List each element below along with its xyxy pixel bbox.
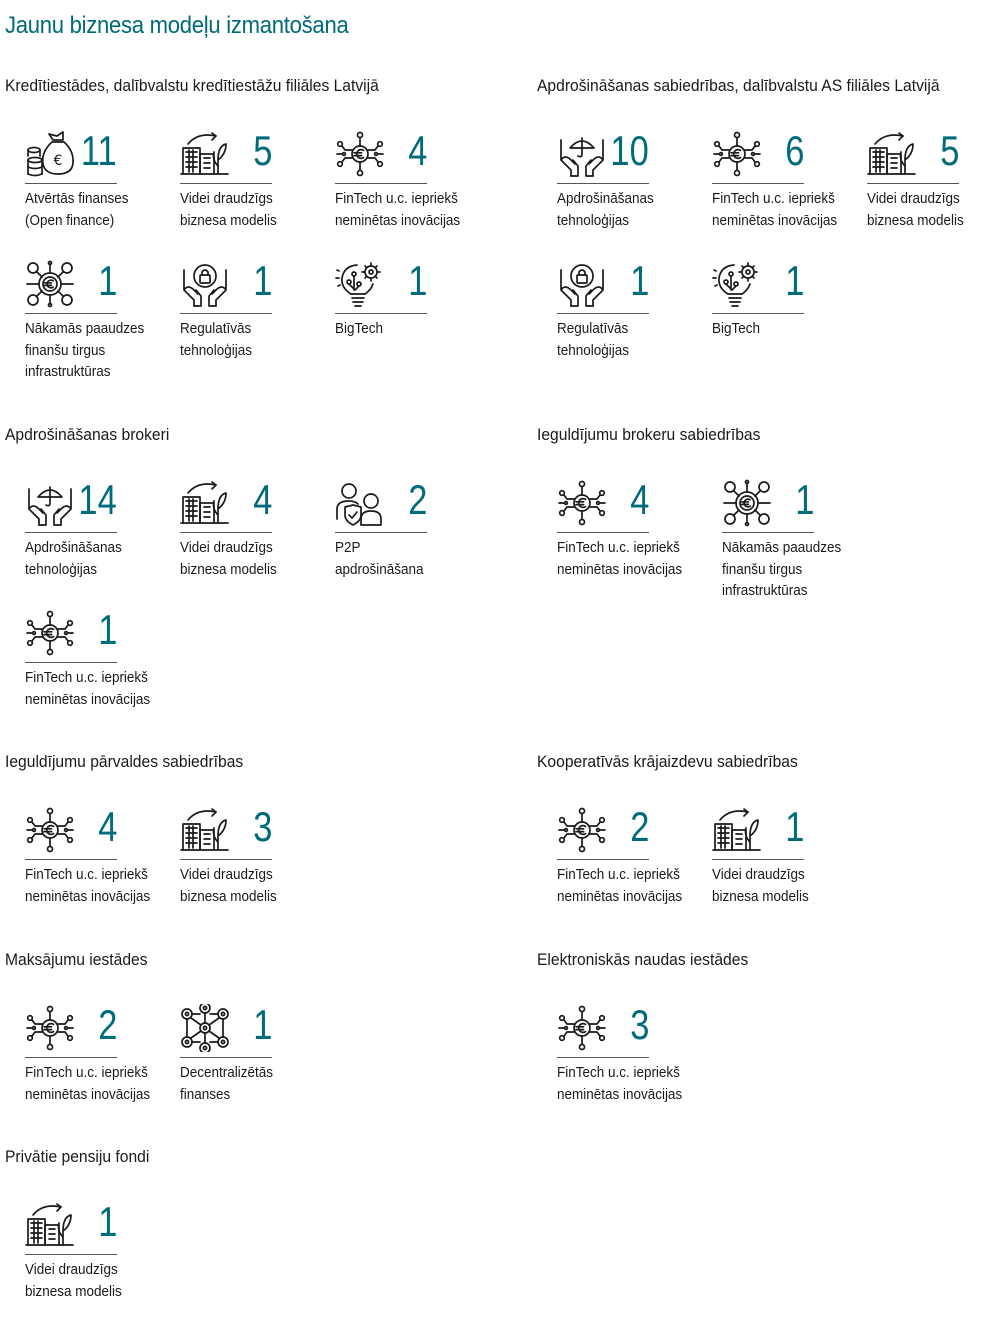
metric-label-line: biznesa modelis bbox=[712, 888, 809, 905]
metric-label-line: FinTech u.c. iepriekš bbox=[557, 867, 680, 883]
metric-label bbox=[712, 319, 852, 341]
metric-label-line: Videi draudzīgs bbox=[25, 1262, 118, 1278]
metric-label bbox=[25, 1260, 165, 1303]
metric-label-line: neminētas inovācijas bbox=[25, 888, 151, 905]
divider bbox=[25, 183, 117, 184]
metric-label-line: tehnoloģijas bbox=[557, 342, 629, 359]
metric-label-line: tehnoloģijas bbox=[557, 212, 629, 229]
metric-label bbox=[25, 189, 165, 232]
metric-value: 1 bbox=[784, 803, 804, 850]
section-title: Ieguldījumu pārvaldes sabiedrības bbox=[5, 752, 244, 771]
metric-label bbox=[335, 189, 475, 232]
decentralized-network-icon bbox=[180, 1004, 230, 1052]
euro-network-icon bbox=[557, 1004, 607, 1052]
metric-label-line: neminētas inovācijas bbox=[712, 212, 838, 229]
metric-label-line: Regulatīvās bbox=[180, 321, 252, 337]
metric-label-line: neminētas inovācijas bbox=[25, 691, 151, 708]
metric-value: 14 bbox=[78, 476, 117, 523]
metric-value: 2 bbox=[407, 476, 427, 523]
metric-value: 5 bbox=[939, 127, 959, 174]
euro-network-icon bbox=[557, 806, 607, 854]
divider bbox=[180, 859, 272, 860]
metric-label-line: neminētas inovācijas bbox=[557, 1086, 683, 1103]
metric-label bbox=[712, 189, 852, 232]
metric-label bbox=[557, 865, 697, 908]
metric-label-line: apdrošināšana bbox=[335, 561, 424, 578]
divider bbox=[25, 1057, 117, 1058]
metric-value: 10 bbox=[610, 127, 649, 174]
metric-label-line: Atvērtās finanses bbox=[25, 191, 129, 207]
section-title: Maksājumu iestādes bbox=[5, 950, 148, 969]
divider bbox=[180, 1057, 272, 1058]
hands-umbrella-icon bbox=[25, 479, 75, 527]
metric-value: 5 bbox=[252, 127, 272, 174]
metric-label-line: FinTech u.c. iepriekš bbox=[25, 867, 148, 883]
metric-label-line: tehnoloģijas bbox=[180, 342, 252, 359]
metric-label-line: Apdrošināšanas bbox=[25, 540, 122, 556]
metric-label bbox=[335, 538, 475, 581]
metric-value: 1 bbox=[252, 257, 272, 304]
metric-label-line: tehnoloģijas bbox=[25, 561, 97, 578]
metric-value: 1 bbox=[252, 1001, 272, 1048]
metric-label-line: Videi draudzīgs bbox=[867, 191, 960, 207]
divider bbox=[335, 532, 427, 533]
metric-label-line: finanses bbox=[180, 1086, 231, 1103]
metric-value: 1 bbox=[97, 1198, 117, 1245]
metric-label-line: neminētas inovācijas bbox=[557, 888, 683, 905]
metric-label bbox=[25, 865, 165, 908]
euro-network-icon bbox=[25, 1004, 75, 1052]
euro-hub-icon bbox=[722, 479, 772, 527]
metric-label-line: FinTech u.c. iepriekš bbox=[335, 191, 458, 207]
divider bbox=[712, 183, 804, 184]
metric-label bbox=[557, 1063, 697, 1106]
metric-label-line: biznesa modelis bbox=[867, 212, 964, 229]
metric-value: 1 bbox=[97, 606, 117, 653]
page-title: Jaunu biznesa modeļu izmantošana bbox=[5, 12, 349, 39]
metric-label bbox=[180, 319, 320, 362]
people-shield-icon bbox=[335, 479, 385, 527]
section-title: Apdrošināšanas sabiedrības, dalībvalstu AS filiāles Latvijā bbox=[537, 76, 940, 95]
divider bbox=[712, 313, 804, 314]
euro-network-icon bbox=[25, 806, 75, 854]
metric-label-line: Videi draudzīgs bbox=[712, 867, 805, 883]
euro-network-icon bbox=[557, 479, 607, 527]
metric-label-line: Videi draudzīgs bbox=[180, 867, 273, 883]
svg-text:€: € bbox=[53, 153, 63, 169]
metric-value: 1 bbox=[794, 476, 814, 523]
section-title: Kooperatīvās krājaizdevu sabiedrības bbox=[537, 752, 798, 771]
metric-label-line: Videi draudzīgs bbox=[180, 540, 273, 556]
section-title: Ieguldījumu brokeru sabiedrības bbox=[537, 425, 761, 444]
metric-label bbox=[25, 1063, 165, 1106]
divider bbox=[335, 313, 427, 314]
green-building-icon bbox=[180, 806, 230, 854]
divider bbox=[557, 183, 649, 184]
metric-label-line: BigTech bbox=[335, 321, 383, 337]
metric-label-line: (Open finance) bbox=[25, 212, 115, 229]
divider bbox=[557, 1057, 649, 1058]
metric-label-line: finanšu tirgus bbox=[722, 561, 803, 578]
divider bbox=[180, 313, 272, 314]
section-title: Elektroniskās naudas iestādes bbox=[537, 950, 749, 969]
hands-lock-icon bbox=[180, 260, 230, 308]
divider bbox=[25, 313, 117, 314]
metric-label-line: Nākamās paaudzes bbox=[722, 540, 842, 556]
green-building-icon bbox=[25, 1201, 75, 1249]
metric-label-line: biznesa modelis bbox=[25, 1283, 122, 1300]
euro-hub-icon bbox=[25, 260, 75, 308]
metric-label bbox=[335, 319, 475, 341]
metric-label-line: Decentralizētās bbox=[180, 1065, 273, 1081]
metric-value: 11 bbox=[81, 127, 117, 174]
metric-label-line: neminētas inovācijas bbox=[25, 1086, 151, 1103]
metric-label-line: FinTech u.c. iepriekš bbox=[557, 540, 680, 556]
metric-value: 2 bbox=[97, 1001, 117, 1048]
hands-lock-icon bbox=[557, 260, 607, 308]
metric-label-line: FinTech u.c. iepriekš bbox=[25, 1065, 148, 1081]
metric-label-line: Apdrošināšanas bbox=[557, 191, 654, 207]
green-building-icon bbox=[180, 130, 230, 178]
metric-label bbox=[180, 189, 320, 232]
divider bbox=[557, 532, 649, 533]
metric-value: 1 bbox=[407, 257, 427, 304]
section-title: Kredītiestādes, dalībvalstu kredītiestāžu filiāles Latvijā bbox=[5, 76, 379, 95]
lightbulb-gear-icon bbox=[335, 260, 385, 308]
divider bbox=[25, 532, 117, 533]
metric-label-line: biznesa modelis bbox=[180, 561, 277, 578]
metric-label-line: neminētas inovācijas bbox=[557, 561, 683, 578]
divider bbox=[557, 313, 649, 314]
divider bbox=[335, 183, 427, 184]
lightbulb-gear-icon bbox=[712, 260, 762, 308]
divider bbox=[867, 183, 959, 184]
metric-label-line: FinTech u.c. iepriekš bbox=[25, 670, 148, 686]
metric-value: 1 bbox=[784, 257, 804, 304]
divider bbox=[712, 859, 804, 860]
divider bbox=[557, 859, 649, 860]
euro-network-icon bbox=[712, 130, 762, 178]
metric-label-line: Nākamās paaudzes bbox=[25, 321, 145, 337]
hands-umbrella-icon bbox=[557, 130, 607, 178]
metric-label-line: biznesa modelis bbox=[180, 212, 277, 229]
metric-value: 3 bbox=[629, 1001, 649, 1048]
metric-label-line: Regulatīvās bbox=[557, 321, 629, 337]
metric-label bbox=[557, 538, 697, 581]
metric-label bbox=[25, 668, 165, 711]
metric-value: 1 bbox=[97, 257, 117, 304]
divider bbox=[25, 859, 117, 860]
metric-value: 4 bbox=[97, 803, 117, 850]
metric-label bbox=[180, 538, 320, 581]
metric-label-line: FinTech u.c. iepriekš bbox=[712, 191, 835, 207]
metric-value: 2 bbox=[629, 803, 649, 850]
metric-label bbox=[712, 865, 852, 908]
metric-label-line: Videi draudzīgs bbox=[180, 191, 273, 207]
metric-label bbox=[557, 189, 697, 232]
metric-label-line: infrastruktūras bbox=[722, 583, 808, 599]
metric-value: 4 bbox=[629, 476, 649, 523]
metric-label-line: neminētas inovācijas bbox=[335, 212, 461, 229]
green-building-icon bbox=[712, 806, 762, 854]
metric-label-line: finanšu tirgus bbox=[25, 342, 106, 359]
section-title: Privātie pensiju fondi bbox=[5, 1147, 150, 1166]
metric-value: 3 bbox=[252, 803, 272, 850]
divider bbox=[722, 532, 814, 533]
money-bag-icon bbox=[25, 130, 75, 178]
metric-label bbox=[25, 538, 165, 581]
divider bbox=[180, 183, 272, 184]
divider bbox=[180, 532, 272, 533]
metric-value: 4 bbox=[252, 476, 272, 523]
metric-label bbox=[180, 865, 320, 908]
section-title: Apdrošināšanas brokeri bbox=[5, 425, 170, 444]
metric-value: 4 bbox=[407, 127, 427, 174]
metric-label-line: biznesa modelis bbox=[180, 888, 277, 905]
green-building-icon bbox=[180, 479, 230, 527]
metric-label-line: infrastruktūras bbox=[25, 364, 111, 380]
metric-label-line: FinTech u.c. iepriekš bbox=[557, 1065, 680, 1081]
euro-network-icon bbox=[25, 609, 75, 657]
metric-value: 6 bbox=[784, 127, 804, 174]
divider bbox=[25, 1254, 117, 1255]
metric-value: 1 bbox=[629, 257, 649, 304]
metric-label bbox=[867, 189, 1001, 232]
divider bbox=[25, 662, 117, 663]
euro-network-icon bbox=[335, 130, 385, 178]
metric-label bbox=[722, 538, 862, 603]
metric-label bbox=[557, 319, 697, 362]
metric-label-line: P2P bbox=[335, 540, 361, 556]
metric-label bbox=[25, 319, 165, 384]
metric-label-line: BigTech bbox=[712, 321, 760, 337]
metric-label bbox=[180, 1063, 320, 1106]
green-building-icon bbox=[867, 130, 917, 178]
